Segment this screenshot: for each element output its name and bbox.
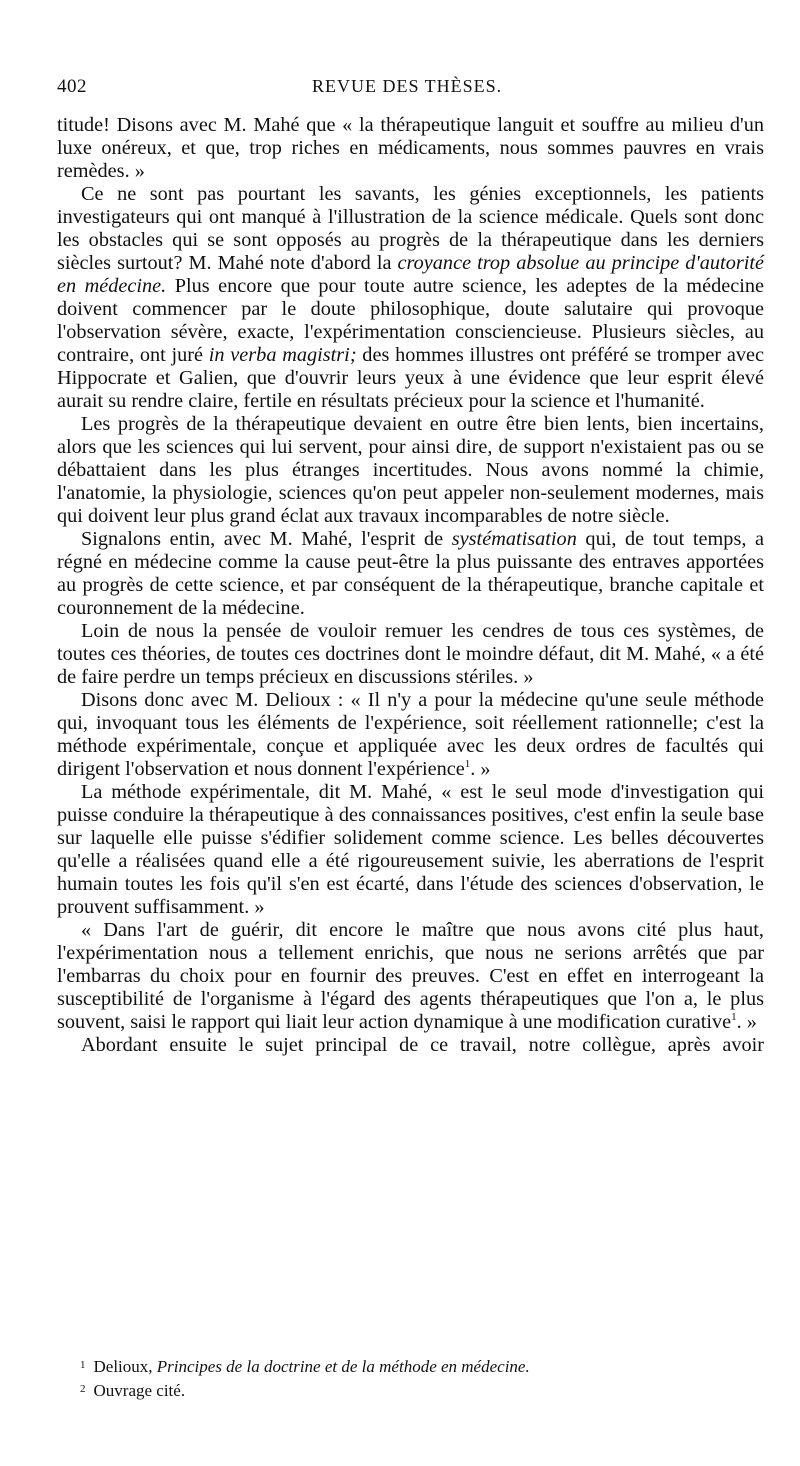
paragraph-7	[57, 781, 764, 919]
footnote-2	[80, 1378, 764, 1402]
footnote-ref-1: 1	[464, 758, 471, 771]
running-title: REVUE DES THÈSES.	[312, 76, 503, 96]
page-number: 402	[57, 76, 87, 97]
paragraph-1	[57, 114, 764, 183]
paragraph-5	[57, 620, 764, 689]
paragraph-8	[57, 919, 764, 1034]
paragraph-6-end: . »	[470, 758, 491, 780]
paragraph-6	[57, 689, 764, 781]
paragraph-9	[57, 1034, 764, 1057]
footnote-1	[80, 1354, 764, 1378]
paragraph-2-text-a: Ce ne sont pas pourtant les savants, les génies exceptionnels, les patients investigateurs qui ont manqué à l'illustration de la science médicale. Quels sont donc les obstacles qui se sont opposés au progrès de la thérapeutique dans les derniers siècles surtout? M. Mahé note d'abord la	[57, 183, 764, 274]
page-header	[57, 76, 764, 106]
paragraph-2	[57, 183, 764, 413]
footnote-ref-2: 1	[731, 1011, 737, 1024]
footnote-2-mark: 2	[80, 1383, 86, 1395]
footnotes	[80, 1354, 764, 1402]
paragraph-3	[57, 413, 764, 528]
paragraph-4	[57, 528, 764, 620]
paragraph-2-text-b: Plus encore que pour toute autre science, les adeptes de la médecine doivent commencer par le doute philosophique, doute salutaire qui provoque l'observation sévère, exacte, l'expérimentation consciencieuse. Plusieurs siècles, au contraire, ont juré	[57, 275, 764, 366]
footnote-1-mark: 1	[80, 1359, 86, 1371]
paragraph-8-end: . »	[736, 1011, 757, 1033]
paragraph-9-text: Abordant ensuite le sujet principal de ce travail, notre collègue, après avoir	[81, 1034, 764, 1056]
paragraph-8-text: « Dans l'art de guérir, dit encore le maître que nous avons cité plus haut, l'expérimentation nous a tellement enrichis, que nous ne serions arrêtés que par l'embarras du choix pour en fournir des preuves. C'est en effet en interrogeant la susceptibilité de l'organisme à l'égard des agents thérapeutiques que l'on a, le plus souvent, saisi le rapport qui liait leur action dynamique à une modification curative	[57, 919, 764, 1033]
paragraph-6-text: Disons donc avec M. Delioux : « Il n'y a pour la médecine qu'une seule méthode qui, invoquant tous les éléments de l'expérience, soit réellement rationnelle; c'est la méthode expérimentale, conçue et appliquée avec les deux ordres de facultés qui dirigent l'observation et nous donnent l'expérience	[57, 689, 764, 780]
paragraph-3-text: Les progrès de la thérapeutique devaient en outre être bien lents, bien incertains, alors que les sciences qui lui servent, pour ainsi dire, de support n'existaient pas ou se débattaient dans les plus étranges incertitudes. Nous avons nommé la chimie, l'anatomie, la physiologie, sciences qu'on peut appeler non-seulement modernes, mais qui doivent leur plus grand éclat aux travaux incomparables de notre siècle.	[57, 413, 764, 527]
paragraph-1-text: titude! Disons avec M. Mahé que « la thérapeutique languit et souffre au milieu d'un luxe onéreux, et que, trop riches en médicaments, nous sommes pauvres en vrais remèdes. »	[57, 114, 764, 182]
body-text	[57, 114, 764, 1057]
paragraph-5-text: Loin de nous la pensée de vouloir remuer les cendres de tous ces systèmes, de toutes ces théories, de toutes ces doctrines dont le moindre défaut, dit M. Mahé, « a été de faire perdre un temps précieux en discussions stériles. »	[57, 620, 764, 688]
paragraph-4-text-b: qui, de tout temps, a régné en médecine comme la cause peut-être la plus puissante des entraves apportées au progrès de cette science, et par conséquent de la thérapeutique, branche capitale et couronnement de la médecine.	[57, 528, 764, 619]
paragraph-2-emphasis-b: in verba magistri;	[208, 344, 357, 366]
paragraph-4-text-a: Signalons entin, avec M. Mahé, l'esprit de	[81, 528, 452, 550]
paragraph-2-text-c: des hommes illustres ont préféré se tromper avec Hippocrate et Galien, que d'ouvrir leurs yeux à une évidence que leur esprit élevé aurait su rendre claire, fertile en résultats précieux pour la science et l'humanité.	[57, 344, 764, 412]
paragraph-4-emphasis: systématisation	[451, 528, 577, 550]
paragraph-2-emphasis-a: croyance trop absolue au principe d'autorité en médecine.	[57, 252, 764, 297]
footnote-2-text: Ouvrage cité.	[93, 1381, 186, 1400]
footnote-1-author: Delioux,	[93, 1357, 157, 1376]
footnote-1-title: Principes de la doctrine et de la méthode en médecine.	[156, 1357, 530, 1376]
paragraph-7-text: La méthode expérimentale, dit M. Mahé, « est le seul mode d'investigation qui puisse conduire la thérapeutique à des connaissances positives, c'est enfin la seule base sur laquelle elle puisse s'édifier solidement comme science. Les belles découvertes qu'elle a réalisées quand elle a été rigoureusement suivie, les aberrations de l'esprit humain toutes les fois qu'il s'en est écarté, dans l'étude des sciences d'observation, le prouvent suffisamment. »	[57, 781, 764, 918]
